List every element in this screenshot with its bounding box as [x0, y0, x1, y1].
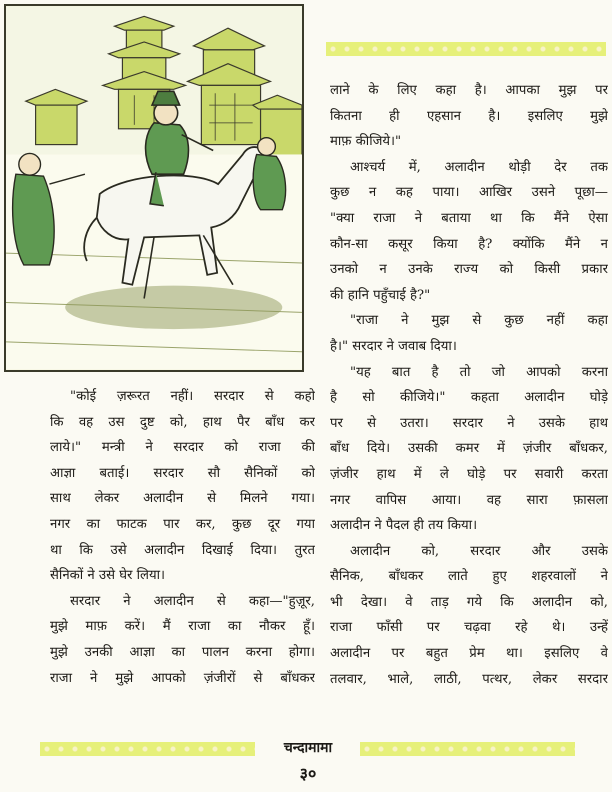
text-line: तलवार, भाले, लाठी, पत्थर, लेकर सरदार [330, 671, 608, 687]
text-line: माफ़ कीजिये।" [330, 134, 402, 150]
text-line: ज़ंजीर हाथ में ले घोड़े पर सवारी करता [330, 466, 608, 482]
text-line: मुझे माफ़ करें। मैं राजा का नौकर हूँ। [50, 619, 315, 635]
text-line: अलादीन पर बहुत प्रेम था। इसलिए वे [330, 646, 608, 662]
decorative-border-bottom-right [360, 742, 575, 756]
text-line: अलादीन को, सरदार और उसके [350, 543, 608, 559]
text-line: राजा फाँसी पर चढ़वा रहे थे। उन्हें [330, 620, 608, 636]
text-line: की हानि पहुँचाई है?" [330, 287, 431, 303]
decorative-border-top [326, 42, 606, 56]
text-line: कुछ न कह पाया। आखिर उसने पूछा— [330, 185, 608, 201]
text-line: नगर का फाटक पार कर, कुछ दूर गया [50, 516, 315, 532]
text-line: सरदार ने अलादीन से कहा—"हुज़ूर, [70, 593, 315, 609]
text-line: था कि उसे अलादीन दिखाई दिया। तुरत [50, 542, 315, 558]
left-text-column [50, 384, 315, 691]
text-line: "क्या राजा ने बताया था कि मैंने ऐसा [330, 210, 608, 226]
text-line: कि वह उस दुष्ट को, हाथ पैर बाँध कर [50, 414, 315, 430]
text-line: नगर वापिस आया। वह सारा फ़ासला [330, 492, 608, 508]
text-line: साथ लेकर अलादीन से मिलने गया। [50, 491, 315, 507]
text-line: आश्चर्य में, अलादीन थोड़ी देर तक [350, 159, 608, 175]
text-line: है सो कीजिये।" कहता अलादीन घोड़े [330, 390, 608, 406]
text-line: कौन-सा कसूर किया है? क्योंकि मैंने न [330, 236, 608, 252]
illustration-horseman-pagoda-city-icon [6, 6, 302, 370]
text-line: सैनिकों ने उसे घेर लिया। [50, 568, 166, 584]
text-line: कितना ही एहसान है। इसलिए मुझे [330, 108, 608, 124]
text-line: "कोई ज़रूरत नहीं। सरदार से कहो [70, 389, 315, 404]
text-line: उनको न उनके राज्य को किसी प्रकार [330, 262, 608, 278]
text-line: मुझे उनकी आज्ञा का पालन करना होगा। [50, 644, 315, 660]
text-line: बाँध दिये। उसकी कमर में ज़ंजीर बाँधकर, [330, 441, 608, 457]
text-line: लाने के लिए कहा है। आपका मुझ पर [330, 83, 608, 98]
page-number: ३० [299, 764, 317, 783]
text-line: पर से उतरा। सरदार ने उसके हाथ [330, 415, 608, 431]
text-line: लाये।" मन्त्री ने सरदार को राजा की [50, 440, 315, 456]
story-illustration [4, 4, 304, 372]
magazine-title: चन्दामामा [283, 740, 333, 756]
text-line: अलादीन ने पैदल ही तय किया। [330, 518, 478, 534]
right-text-column [330, 78, 608, 692]
text-line: "यह बात है तो जो आपको करना [350, 364, 608, 380]
text-line: "राजा ने मुझ से कुछ नहीं कहा [350, 313, 608, 329]
text-line: राजा ने मुझे आपको ज़ंजीरों से बाँधकर [50, 670, 315, 686]
decorative-border-bottom-left [40, 742, 255, 756]
text-line: आज्ञा बताई। सरदार सौ सैनिकों को [50, 465, 315, 481]
text-line: सैनिक, बाँधकर लाते हुए शहरवालों ने [330, 569, 608, 585]
text-line: है।" सरदार ने जवाब दिया। [330, 338, 457, 354]
text-line: भी देखा। वे ताड़ गये कि अलादीन को, [330, 594, 608, 610]
